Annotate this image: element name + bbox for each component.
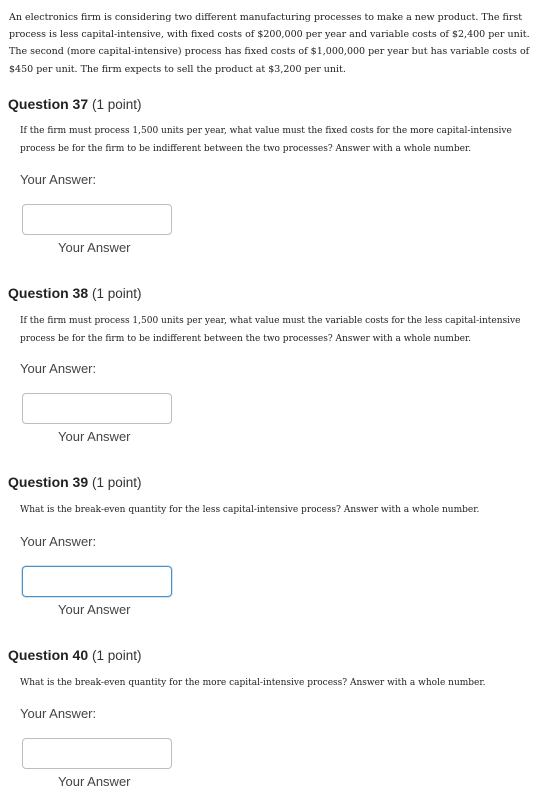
question-40-title: Question 40 [8, 647, 89, 663]
question-39-answer-caption: Your Answer [58, 602, 131, 617]
question-38-answer-label: Your Answer: [20, 361, 97, 376]
question-39-points: (1 point) [92, 475, 142, 490]
question-38-title: Question 38 [8, 285, 89, 301]
question-40-points: (1 point) [92, 648, 142, 663]
question-39-answer-label: Your Answer: [20, 534, 97, 549]
question-37-prompt: If the firm must process 1,500 units per year, what value must the fixed costs for the more capital-intensive process be for the firm to be indifferent between the two processes? Answer with a whole number. [20, 126, 512, 154]
question-40-answer-label: Your Answer: [20, 706, 97, 721]
question-39-prompt: What is the break-even quantity for the less capital-intensive process? Answer with a whole number. [20, 505, 480, 515]
question-37-heading [8, 96, 142, 112]
question-37-points: (1 point) [92, 97, 142, 112]
question-38-answer-input[interactable] [22, 393, 172, 424]
question-40-prompt: What is the break-even quantity for the more capital-intensive process? Answer with a whole number. [20, 678, 486, 688]
question-38-answer-caption: Your Answer [58, 429, 131, 444]
question-38-prompt: If the firm must process 1,500 units per year, what value must the variable costs for the less capital-intensive process be for the firm to be indifferent between the two processes? Answer with a whole number. [20, 316, 521, 344]
question-37-answer-label: Your Answer: [20, 172, 97, 187]
question-39-title: Question 39 [8, 474, 89, 490]
question-40-heading [8, 647, 142, 663]
question-40-answer-input[interactable] [22, 738, 172, 769]
question-37-title: Question 37 [8, 96, 89, 112]
question-39-answer-input[interactable] [22, 566, 172, 597]
question-38-points: (1 point) [92, 286, 142, 301]
question-40-answer-caption: Your Answer [58, 774, 131, 789]
scenario-intro-text: An electronics firm is considering two different manufacturing processes to make a new product. The first process is less capital-intensive, with fixed costs of $200,000 per year and variable costs of $2,400 per unit. The second (more capital-intensive) process has fixed costs of $1,000,000 per year but has variable costs of $450 per unit. The firm expects to sell the product at $3,200 per unit. [9, 12, 530, 75]
question-37-answer-input[interactable] [22, 204, 172, 235]
question-38-heading [8, 285, 142, 301]
question-37-answer-caption: Your Answer [58, 240, 131, 255]
question-39-heading [8, 474, 142, 490]
